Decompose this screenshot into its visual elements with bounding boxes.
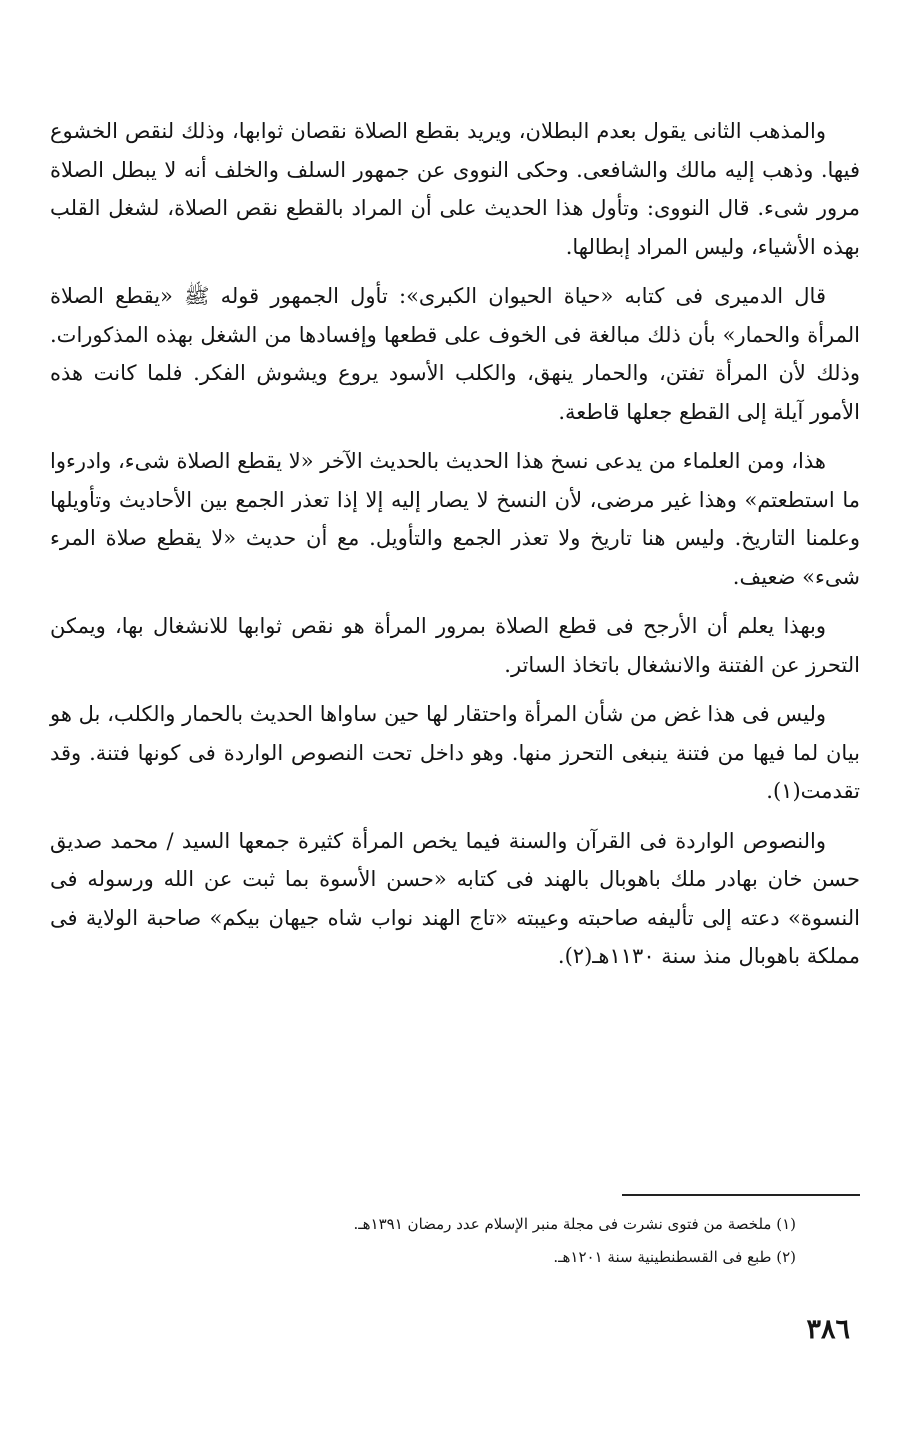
paragraph: هذا، ومن العلماء من يدعى نسخ هذا الحديث بالحديث الآخر «لا يقطع الصلاة شىء، وادرءوا ما استطعتم» وهذا غير مرضى، لأن النسخ لا يصار إليه إلا إذا تعذر الجمع بين الأحاديث وتأويلها وعلمنا التاريخ. وليس هنا تاريخ ولا تعذر الجمع والتأويل. مع أن حديث «لا يقطع صلاة المرء شىء» ضعيف. <box>50 449 860 589</box>
footnotes <box>116 1208 796 1274</box>
paragraph: والمذهب الثانى يقول بعدم البطلان، ويريد بقطع الصلاة نقصان ثوابها، وذلك لنقص الخشوع فيها. وذهب إليه مالك والشافعى. وحكى النووى عن جمهور السلف والخلف أنه لا يبطل الصلاة مرور شىء. قال النووى: وتأول هذا الحديث على أن المراد بالقطع نقص الصلاة، لشغل القلب بهذه الأشياء، وليس المراد إبطالها. <box>50 119 860 259</box>
page-number: ٣٨٦ <box>806 1314 850 1345</box>
paragraph: والنصوص الواردة فى القرآن والسنة فيما يخص المرأة كثيرة جمعها السيد / محمد صديق حسن خان بهادر ملك باهوبال بالهند فى كتابه «حسن الأسوة بما ثبت عن الله ورسوله فى النسوة» دعته إلى تأليفه صاحبته وعيبته «تاج الهند نواب شاه جيهان بيكم» صاحبة الولاية فى مملكة باهوبال منذ سنة ١١٣٠هـ(٢). <box>50 828 860 968</box>
footnote: (٢) طبع فى القسطنطينية سنة ١٢٠١هـ. <box>553 1248 796 1266</box>
paragraph: وبهذا يعلم أن الأرجح فى قطع الصلاة بمرور المرأة هو نقص ثوابها للانشغال بها، ويمكن التحرز عن الفتنة والانشغال باتخاذ الساتر. <box>50 614 860 677</box>
body-text <box>50 112 860 987</box>
footnote-divider <box>622 1194 860 1196</box>
paragraph: قال الدميرى فى كتابه «حياة الحيوان الكبرى»: تأول الجمهور قوله ﷺ «يقطع الصلاة المرأة والحمار» بأن ذلك مبالغة فى الخوف على قطعها وإفسادها من الشغل بهذه المذكورات. وذلك لأن المرأة تفتن، والحمار ينهق، والكلب الأسود يروع ويشوش الفكر. فلما كانت هذه الأمور آيلة إلى القطع جعلها قاطعة. <box>50 284 860 424</box>
paragraph: وليس فى هذا غض من شأن المرأة واحتقار لها حين ساواها الحديث بالحمار والكلب، بل هو بيان لما فيها من فتنة ينبغى التحرز منها. وهو داخل تحت النصوص الواردة فى كونها فتنة. وقد تقدمت(١). <box>50 702 860 803</box>
footnote: (١) ملخصة من فتوى نشرت فى مجلة منبر الإسلام عدد رمضان ١٣٩١هـ. <box>353 1215 796 1233</box>
